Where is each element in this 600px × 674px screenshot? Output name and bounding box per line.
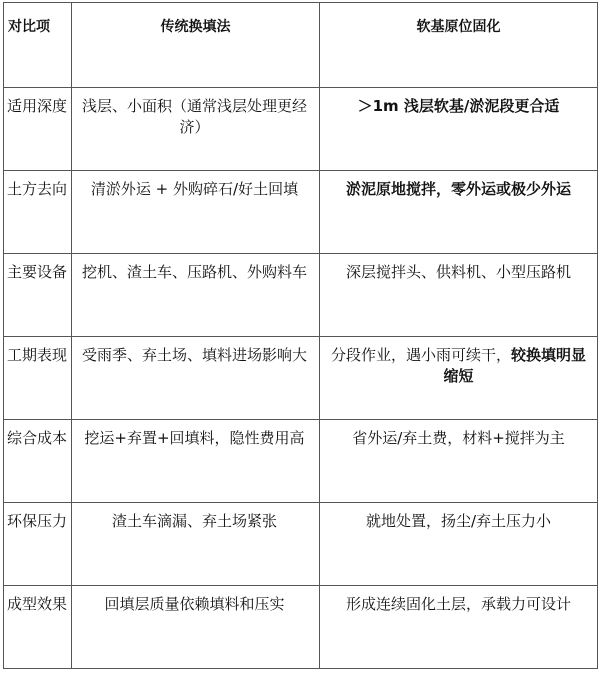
- soft-cell: [320, 171, 598, 254]
- table-row: [4, 420, 598, 503]
- header-row: [4, 3, 598, 88]
- table-row: [4, 503, 598, 586]
- traditional-cell: 受雨季、弃土场、填料进场影响大: [72, 337, 320, 420]
- row-label: 环保压力: [4, 503, 72, 586]
- row-label: 综合成本: [4, 420, 72, 503]
- soft-cell-text: 就地处置，扬尘/弃土压力小: [365, 512, 552, 530]
- soft-cell-text: 省外运/弃土费，材料+搅拌为主: [352, 429, 565, 447]
- traditional-cell: 挖机、渣土车、压路机、外购料车: [72, 254, 320, 337]
- header-traditional: 传统换填法: [72, 3, 320, 88]
- row-label: 主要设备: [4, 254, 72, 337]
- header-soft: 软基原位固化: [320, 3, 598, 88]
- row-label: 适用深度: [4, 88, 72, 171]
- soft-cell-text: 深层搅拌头、供料机、小型压路机: [345, 263, 571, 281]
- soft-cell-bold-text: 较换填明显缩短: [443, 346, 587, 385]
- soft-cell-text: 分段作业，遇小雨可续干，: [330, 346, 511, 364]
- table-row: [4, 171, 598, 254]
- header-item: 对比项: [4, 3, 72, 88]
- traditional-cell: 清淤外运 + 外购碎石/好土回填: [72, 171, 320, 254]
- soft-cell: [320, 88, 598, 171]
- soft-cell-bold-text: ＞1m 浅层软基/淤泥段更合适: [357, 97, 560, 115]
- row-label: 工期表现: [4, 337, 72, 420]
- traditional-cell: 回填层质量依赖填料和压实: [72, 586, 320, 669]
- comparison-table: [3, 2, 598, 669]
- soft-cell-bold-text: 淤泥原地搅拌，零外运或极少外运: [345, 180, 571, 198]
- table-row: [4, 586, 598, 669]
- soft-cell: [320, 586, 598, 669]
- table-row: [4, 88, 598, 171]
- traditional-cell: 渣土车滴漏、弃土场紧张: [72, 503, 320, 586]
- table-row: [4, 337, 598, 420]
- row-label: 成型效果: [4, 586, 72, 669]
- soft-cell: [320, 254, 598, 337]
- soft-cell: [320, 420, 598, 503]
- table-row: [4, 254, 598, 337]
- soft-cell: [320, 503, 598, 586]
- soft-cell: [320, 337, 598, 420]
- traditional-cell: 挖运+弃置+回填料，隐性费用高: [72, 420, 320, 503]
- traditional-cell: 浅层、小面积（通常浅层处理更经济）: [72, 88, 320, 171]
- soft-cell-text: 形成连续固化土层，承载力可设计: [345, 595, 571, 613]
- row-label: 土方去向: [4, 171, 72, 254]
